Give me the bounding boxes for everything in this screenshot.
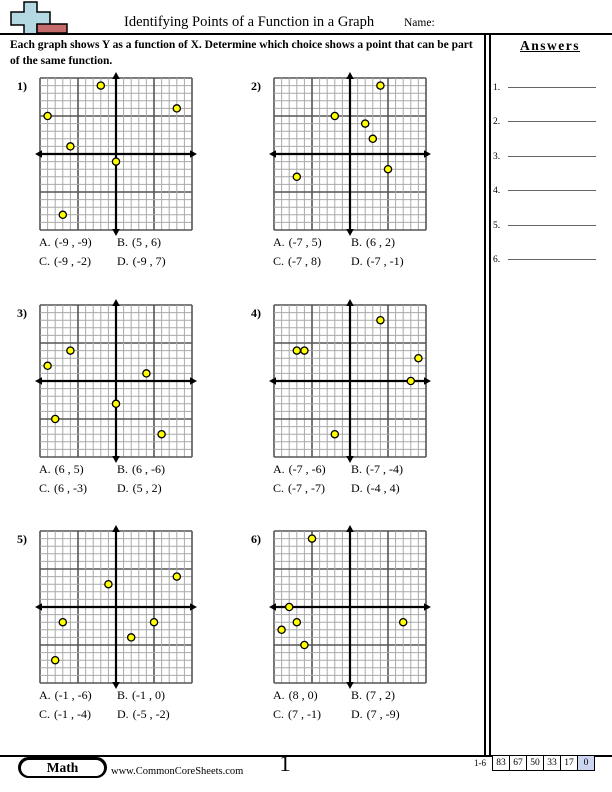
- choice-option: [351, 462, 403, 477]
- answer-blank-line: [508, 121, 596, 122]
- choice-letter: B.: [351, 688, 363, 702]
- data-point: [301, 641, 308, 648]
- score-box: 0: [577, 755, 595, 771]
- choice-value: (-7 , -1): [366, 253, 404, 268]
- data-point: [150, 619, 157, 626]
- data-point: [362, 120, 369, 127]
- choice-letter: D.: [117, 480, 129, 495]
- question-number: 2): [251, 79, 261, 93]
- answer-blank-line: [508, 87, 596, 88]
- data-point: [128, 634, 135, 641]
- data-point: [286, 603, 293, 610]
- coordinate-grid-graph: [274, 531, 426, 683]
- answer-item: [493, 215, 605, 231]
- choice-value: (7 , -9): [366, 706, 400, 721]
- choice-letter: B.: [117, 688, 129, 702]
- choices: [273, 462, 443, 499]
- choice-value: (8 , 0): [288, 688, 318, 702]
- question-block: [17, 305, 192, 495]
- choice-letter: A.: [39, 688, 51, 702]
- choice-value: (7 , 2): [366, 688, 396, 702]
- data-point: [67, 143, 74, 150]
- choice-value: (-9 , -2): [54, 253, 91, 268]
- choice-letter: A.: [39, 462, 51, 476]
- plus-minus-logo-icon: [8, 1, 70, 35]
- choice-letter: B.: [351, 235, 363, 249]
- answer-blank-line: [508, 156, 596, 157]
- choice-letter: D.: [351, 480, 363, 495]
- data-point: [52, 415, 59, 422]
- choice-letter: B.: [117, 235, 129, 249]
- choice-value: (-7 , 8): [288, 253, 322, 268]
- choice-option: [117, 235, 161, 250]
- choice-option: [273, 254, 321, 269]
- data-point: [112, 158, 119, 165]
- question-number: 1): [17, 79, 27, 93]
- data-point: [67, 347, 74, 354]
- data-point: [44, 112, 51, 119]
- choice-letter: A.: [39, 235, 51, 249]
- choice-value: (-7 , -7): [288, 480, 325, 495]
- question-block: [17, 531, 192, 721]
- choice-value: (5 , 6): [132, 235, 162, 249]
- choice-value: (-7 , -4): [366, 462, 403, 476]
- score-box: 50: [526, 755, 544, 771]
- choice-value: (6 , -3): [54, 480, 88, 495]
- website-text: www.CommonCoreSheets.com: [111, 766, 244, 777]
- choice-value: (5 , 2): [132, 480, 162, 495]
- data-point: [52, 657, 59, 664]
- data-point: [384, 166, 391, 173]
- choice-option: [273, 481, 325, 496]
- data-point: [301, 347, 308, 354]
- data-point: [407, 377, 414, 384]
- question-number: 6): [251, 532, 261, 546]
- header-divider: [0, 33, 612, 35]
- coordinate-grid-graph: [274, 305, 426, 457]
- data-point: [278, 626, 285, 633]
- choice-value: (-4 , 4): [366, 480, 400, 495]
- choice-value: (6 , 2): [366, 235, 396, 249]
- data-point: [293, 347, 300, 354]
- choice-option: [117, 481, 162, 496]
- choice-value: (-7 , -6): [288, 462, 326, 476]
- page-title: Identifying Points of a Function in a Graph: [124, 14, 375, 30]
- choice-letter: C.: [39, 253, 51, 268]
- choice-value: (6 , 5): [54, 462, 84, 476]
- data-point: [105, 581, 112, 588]
- data-point: [59, 211, 66, 218]
- choice-letter: C.: [273, 253, 285, 268]
- subject-badge: [18, 757, 107, 778]
- data-point: [377, 317, 384, 324]
- data-point: [293, 619, 300, 626]
- question-number: 4): [251, 306, 261, 320]
- score-box: 17: [560, 755, 578, 771]
- question-block: [17, 78, 192, 268]
- answer-item: [493, 111, 605, 127]
- choice-option: [117, 254, 166, 269]
- choice-letter: C.: [39, 480, 51, 495]
- answer-number: 2.: [493, 117, 501, 128]
- choice-value: (-5 , -2): [132, 706, 170, 721]
- choice-value: (-9 , -9): [54, 235, 92, 249]
- name-label: Name:: [404, 17, 435, 29]
- choice-letter: C.: [39, 706, 51, 721]
- choice-option: [39, 707, 91, 722]
- question-block: [251, 78, 426, 268]
- choice-letter: A.: [273, 688, 285, 702]
- answer-blank-line: [508, 190, 596, 191]
- choice-option: [273, 235, 322, 250]
- answers-divider: [484, 35, 491, 755]
- answer-item: [493, 146, 605, 162]
- data-point: [158, 431, 165, 438]
- choice-option: [117, 707, 170, 722]
- choice-option: [39, 254, 91, 269]
- data-point: [143, 370, 150, 377]
- data-point: [293, 173, 300, 180]
- choices: [273, 688, 443, 725]
- choice-letter: B.: [117, 462, 129, 476]
- choice-letter: C.: [273, 706, 285, 721]
- choice-option: [351, 254, 404, 269]
- coordinate-grid-graph: [274, 78, 426, 230]
- choice-option: [351, 235, 395, 250]
- data-point: [308, 535, 315, 542]
- data-point: [331, 112, 338, 119]
- choice-option: [117, 462, 165, 477]
- question-number: 5): [17, 532, 27, 546]
- question-block: [251, 531, 426, 721]
- choice-value: (7 , -1): [288, 706, 322, 721]
- score-box: 67: [509, 755, 527, 771]
- choice-value: (-7 , 5): [288, 235, 322, 249]
- answer-number: 3.: [493, 151, 501, 162]
- answers-title: Answers: [520, 38, 580, 53]
- data-point: [44, 362, 51, 369]
- choice-option: [351, 707, 400, 722]
- answer-number: 4.: [493, 186, 501, 197]
- choice-option: [39, 481, 87, 496]
- answer-blank-line: [508, 259, 596, 260]
- data-point: [369, 135, 376, 142]
- choice-value: (-1 , -4): [54, 706, 91, 721]
- choice-letter: A.: [273, 235, 285, 249]
- score-table: [492, 755, 595, 771]
- choice-option: [39, 235, 92, 250]
- instruction-text: Each graph shows Y as a function of X. Determine which choice shows a point that can be part of the same function.: [10, 39, 473, 68]
- choice-option: [39, 688, 92, 703]
- answer-number: 1.: [493, 83, 501, 93]
- subject-badge-label: Math: [21, 760, 104, 776]
- choice-option: [117, 688, 165, 703]
- data-point: [97, 82, 104, 89]
- question-number: 3): [17, 306, 27, 320]
- choice-letter: A.: [273, 462, 285, 476]
- choice-option: [351, 688, 395, 703]
- choice-letter: D.: [351, 253, 363, 268]
- choices: [39, 462, 209, 499]
- choices: [39, 235, 209, 272]
- score-range-label: 1-6: [474, 758, 486, 768]
- data-point: [112, 400, 119, 407]
- choice-letter: C.: [273, 480, 285, 495]
- coordinate-grid-graph: [40, 531, 192, 683]
- choice-value: (-9 , 7): [132, 253, 166, 268]
- choice-option: [273, 462, 326, 477]
- data-point: [415, 355, 422, 362]
- data-point: [400, 619, 407, 626]
- coordinate-grid-graph: [40, 305, 192, 457]
- coordinate-grid-graph: [40, 78, 192, 230]
- choice-option: [39, 462, 84, 477]
- choices: [39, 688, 209, 725]
- choice-option: [351, 481, 400, 496]
- data-point: [173, 105, 180, 112]
- choice-value: (6 , -6): [132, 462, 166, 476]
- score-box: 83: [492, 755, 510, 771]
- choice-letter: D.: [117, 706, 129, 721]
- choice-option: [273, 707, 321, 722]
- page-number: 1: [279, 751, 291, 776]
- choice-value: (-1 , 0): [132, 688, 166, 702]
- data-point: [173, 573, 180, 580]
- choice-value: (-1 , -6): [54, 688, 92, 702]
- data-point: [377, 82, 384, 89]
- answer-number: 5.: [493, 220, 501, 231]
- answer-number: 6.: [493, 255, 501, 265]
- data-point: [331, 431, 338, 438]
- data-point: [59, 619, 66, 626]
- choice-letter: B.: [351, 462, 363, 476]
- choice-option: [273, 688, 318, 703]
- score-box: 33: [543, 755, 561, 771]
- question-block: [251, 305, 426, 495]
- choices: [273, 235, 443, 272]
- answer-item: [493, 180, 605, 196]
- answer-item: [493, 249, 605, 265]
- choice-letter: D.: [351, 706, 363, 721]
- choice-letter: D.: [117, 253, 129, 268]
- answer-item: [493, 77, 605, 93]
- answer-blank-line: [508, 225, 596, 226]
